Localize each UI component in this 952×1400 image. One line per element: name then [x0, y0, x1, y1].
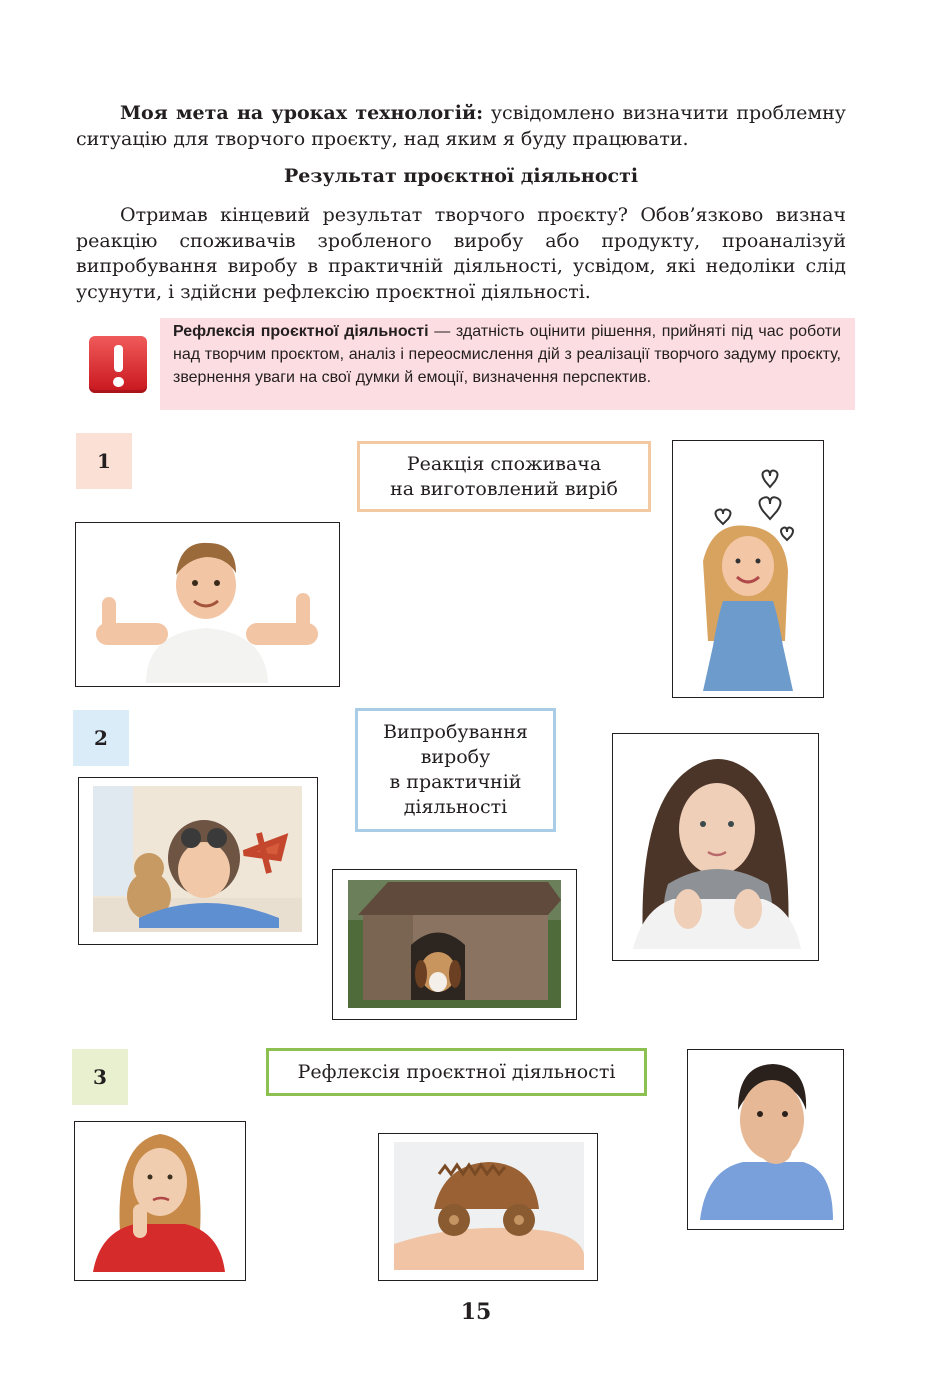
goal-text: усвідомлено визначити проблемну ситуацію для творчого проєкту, над яким я буду працювати.	[76, 102, 846, 150]
section-3-label	[266, 1048, 647, 1096]
boy-pilot-illustration	[79, 778, 316, 943]
section-2-label-line3: в практичній	[389, 771, 522, 793]
section-1-label-line1: Реакція споживача	[406, 452, 602, 475]
section-2-label	[355, 708, 556, 832]
section-2-number: 2	[73, 710, 129, 766]
photo-girl-hearts	[672, 440, 824, 698]
girl-scarf-illustration	[613, 734, 817, 959]
goal-label: Моя мета на уроках технологій:	[120, 102, 484, 124]
photo-woman-thinking	[74, 1121, 246, 1281]
dog-kennel-illustration	[333, 870, 575, 1018]
definition-box	[160, 318, 855, 410]
result-paragraph: Отримав кінцевий результат творчого проєкту? Обов’язково визнач реакцію споживачів зробленого виробу або продукту, проаналізуй випробування виробу в практичній діяльності, усвідом, які недоліки слід усунути, і здійсни рефлексію проєктної діяльності.	[76, 204, 846, 303]
photo-man-thinking	[687, 1049, 844, 1230]
exclamation-icon	[89, 336, 147, 393]
definition-text: — здатність оцінити рішення, прийняті під час роботи над творчим проєктом, аналіз і переосмислення дій з реалізації творчого задуму проєкту, звернення уваги на свої думки й емоції, визначення перспектив.	[173, 323, 842, 386]
girl-hearts-illustration	[673, 441, 822, 696]
section-2-label-line4: діяльності	[403, 796, 508, 818]
photo-girl-scarf	[612, 733, 819, 961]
page-number: 15	[460, 1299, 492, 1325]
photo-boy-pilot	[78, 777, 318, 945]
section-3-number: 3	[72, 1049, 128, 1105]
wooden-toy-car-illustration	[379, 1134, 596, 1279]
section-2-label-line1: Випробування	[383, 721, 528, 743]
section-2-label-line2: виробу	[420, 746, 491, 768]
photo-dog-kennel	[332, 869, 577, 1020]
section-3-label-line1: Рефлексія проєктної діяльності	[297, 1060, 616, 1083]
definition-term: Рефлексія проєктної діяльності	[173, 323, 429, 340]
section-heading: Результат проєктної діяльності	[283, 165, 639, 187]
boy-thumbs-up-illustration	[76, 523, 338, 685]
man-thinking-illustration	[688, 1050, 842, 1228]
photo-wooden-toy-car	[378, 1133, 598, 1281]
section-1-label-line2: на виготовлений виріб	[390, 477, 618, 500]
woman-thinking-illustration	[75, 1122, 244, 1279]
section-1-number: 1	[76, 433, 132, 489]
goal-paragraph	[76, 101, 846, 152]
photo-boy-thumbs-up	[75, 522, 340, 687]
section-1-label	[357, 441, 651, 512]
